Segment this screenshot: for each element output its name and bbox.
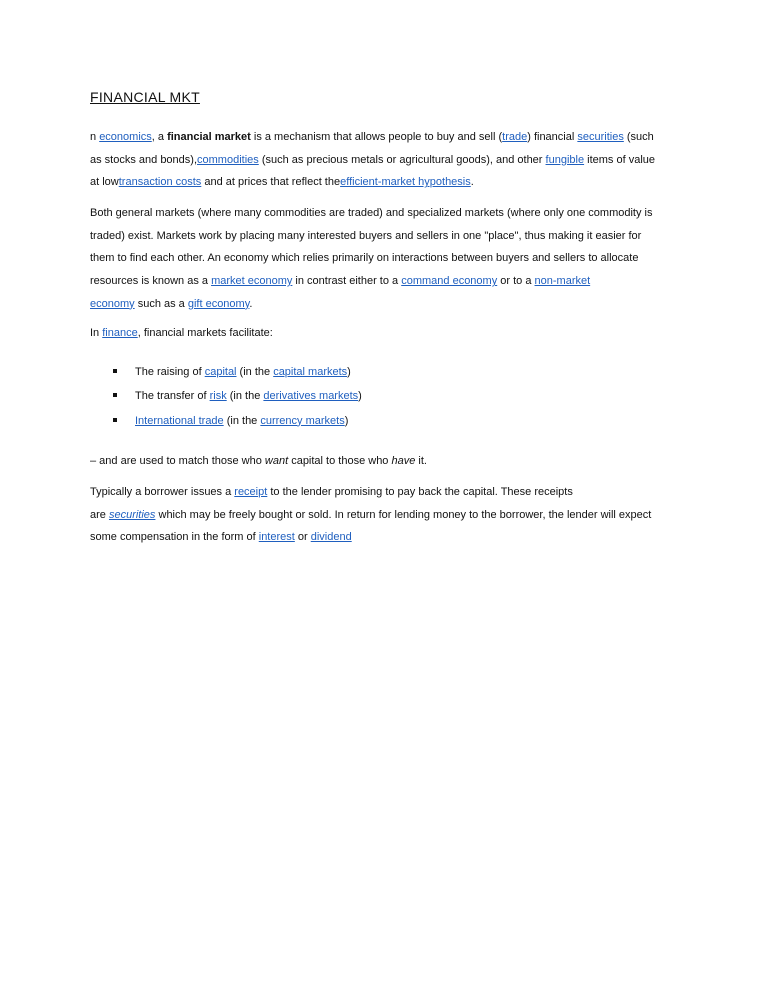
link-receipt[interactable]: receipt: [234, 486, 268, 498]
link-efficient-market-hypothesis[interactable]: efficient-market hypothesis: [340, 176, 471, 189]
link-transaction-costs[interactable]: transaction costs: [118, 176, 202, 189]
paragraph-line: [90, 293, 680, 316]
paragraph-line: them to find each other. An economy which relies primarily on interactions between buyers and sellers to allocate: [90, 252, 639, 265]
bullet-square-icon: [113, 369, 117, 373]
paragraph-line: [90, 270, 680, 293]
link-capital-markets[interactable]: capital markets: [273, 366, 348, 378]
paragraph-intro: [90, 126, 680, 194]
bullet-square-icon: [113, 393, 117, 397]
link-trade[interactable]: trade: [502, 131, 528, 143]
link-market-economy[interactable]: market economy: [211, 275, 293, 288]
text: some compensation in the form of: [90, 531, 259, 544]
text: (in the: [223, 414, 261, 427]
bullet-list: [112, 361, 362, 434]
paragraph-line: traded) exist. Markets work by placing many interested buyers and sellers in one "place", thus making it easier for: [90, 229, 642, 242]
text: or: [294, 531, 311, 544]
paragraph-line: [90, 526, 680, 549]
text: The transfer of: [135, 390, 210, 403]
link-interest[interactable]: interest: [258, 531, 295, 544]
text: Typically a borrower issues a: [90, 486, 235, 498]
link-commodities[interactable]: commodities: [197, 153, 259, 166]
paragraph-line: [90, 450, 680, 473]
list-item: [112, 410, 362, 434]
text: capital to those who: [288, 455, 392, 467]
text: ) financial: [527, 131, 578, 143]
text: In: [90, 327, 103, 339]
emphasis-want: want: [264, 455, 289, 467]
paragraph-markets: [90, 202, 680, 316]
link-economics[interactable]: economics: [99, 131, 152, 143]
list-item: [112, 361, 362, 385]
link-command-economy[interactable]: command economy: [401, 275, 498, 288]
text: as stocks and bonds),: [90, 153, 198, 166]
paragraph-line: [90, 126, 680, 149]
link-fungible[interactable]: fungible: [545, 153, 585, 166]
text: .: [470, 176, 474, 189]
link-international-trade[interactable]: International trade: [135, 414, 224, 427]
text: (such as precious metals or agricultural goods), and other: [258, 153, 546, 166]
text: , a: [151, 131, 168, 143]
text: is a mechanism that allows people to buy and sell (: [250, 131, 503, 143]
link-currency-markets[interactable]: currency markets: [260, 414, 345, 427]
text: (in the: [236, 366, 274, 378]
emphasis-have: have: [391, 455, 416, 467]
link-derivatives-markets[interactable]: derivatives markets: [263, 390, 359, 403]
bullet-square-icon: [113, 418, 117, 422]
text: in contrast either to a: [292, 275, 402, 288]
link-risk[interactable]: risk: [209, 390, 227, 403]
text: and at prices that reflect the: [201, 176, 341, 189]
text: it.: [415, 455, 427, 467]
text: are: [90, 508, 109, 521]
text: items of value: [584, 153, 655, 166]
paragraph-line: [90, 171, 680, 194]
text: The raising of: [135, 366, 205, 378]
text: such as a: [134, 297, 188, 310]
link-finance[interactable]: finance: [102, 327, 138, 339]
text: (such: [623, 131, 654, 143]
text: .: [249, 297, 253, 310]
document-title: FINANCIAL MKT: [90, 89, 200, 105]
paragraph-line: [90, 481, 680, 504]
text: to the lender promising to pay back the capital. These receipts: [267, 486, 573, 498]
text: which may be freely bought or sold. In return for lending money to the borrower, the lender will expect: [155, 508, 652, 521]
text: ): [347, 366, 351, 378]
paragraph-finance: [90, 322, 680, 345]
text: ): [358, 390, 362, 403]
text: resources is known as a: [90, 275, 212, 288]
link-dividend[interactable]: dividend: [310, 531, 352, 544]
text: or to a: [497, 275, 535, 288]
text: (in the: [226, 390, 264, 403]
text: n: [90, 131, 100, 143]
paragraph-line: Both general markets (where many commodities are traded) and specialized markets (where only one commodity is: [90, 207, 653, 219]
text: – and are used to match those who: [90, 455, 265, 467]
paragraph-borrower: [90, 481, 680, 549]
paragraph-line: [90, 149, 680, 172]
link-economy[interactable]: economy: [90, 297, 135, 310]
text: at low: [90, 176, 119, 189]
term-financial-market: financial market: [167, 131, 251, 143]
list-item: [112, 385, 362, 409]
link-securities[interactable]: securities: [577, 131, 624, 143]
text: ): [344, 414, 349, 427]
link-gift-economy[interactable]: gift economy: [187, 297, 250, 310]
link-capital[interactable]: capital: [204, 366, 237, 378]
paragraph-line: [90, 504, 680, 527]
paragraph-line: [90, 322, 680, 345]
paragraph-match: [90, 450, 680, 473]
text: , financial markets facilitate:: [137, 327, 273, 339]
link-securities-italic[interactable]: securities: [108, 508, 156, 521]
link-non-market[interactable]: non-market: [534, 275, 591, 288]
